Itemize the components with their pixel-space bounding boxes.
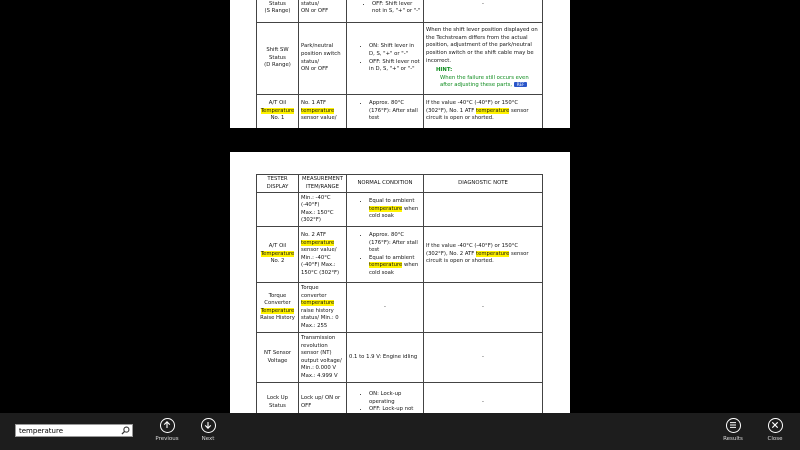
close-label: Close: [767, 436, 783, 442]
normal-condition-cell: 0.1 to 1.9 V: Engine idling: [347, 333, 424, 383]
search-highlight: temperature: [369, 262, 403, 269]
diagnostic-note-cell: -: [424, 333, 543, 383]
normal-condition-cell: • Approx. 80°C (176°F): After stall test: [347, 95, 424, 129]
measurement-item-cell: Torque converter temperature raise history status/ Min.: 0 Max.: 255: [299, 283, 347, 333]
tester-display-cell: A/T Oil Temperature No. 2: [257, 227, 299, 283]
close-icon: [768, 418, 783, 433]
tester-display-cell: [257, 193, 299, 227]
search-highlight: temperature: [301, 300, 335, 307]
table-row: [257, 383, 543, 414]
list-icon: [726, 418, 741, 433]
normal-condition-cell: • ON: Lock-up operating • OFF: Lock-up not: [347, 383, 424, 414]
arrow-down-icon: [201, 418, 216, 433]
tester-display-cell: Status (S Range): [257, 0, 299, 23]
next-button[interactable]: [188, 418, 228, 450]
tester-display-cell: NT Sensor Voltage: [257, 333, 299, 383]
pdf-page-2: [230, 152, 570, 414]
table-row: [257, 95, 543, 129]
reference-link[interactable]: REF: [514, 82, 528, 87]
table-row: [257, 0, 543, 23]
measurement-item-cell: Transmission revolution sensor (NT) output voltage/ Min.: 0.000 V Max.: 4.999 V: [299, 333, 347, 383]
table-row: [257, 23, 543, 95]
arrow-up-icon: [160, 418, 175, 433]
hint-label: HINT:: [436, 67, 453, 74]
diagnostic-note-cell: If the value -40°C (-40°F) or 150°C (302°F), No. 2 ATF temperature sensor circuit is open or shorted.: [424, 227, 543, 283]
pdf-page-1: [230, 0, 570, 128]
search-highlight: temperature: [369, 205, 403, 212]
diagnostic-note-cell: [424, 193, 543, 227]
search-highlight: Temperature: [260, 107, 295, 114]
tester-display-cell: Shift SW Status (D Range): [257, 23, 299, 95]
diagnostic-note-cell: -: [424, 383, 543, 414]
measurement-item-cell: status/ ON or OFF: [299, 0, 347, 23]
normal-condition-cell: • ON: Shift lever in D, S, "+" or "-" • OFF: Shift lever not in D, S, "+" or "-": [347, 23, 424, 95]
tester-display-cell: Torque Converter Temperature Raise History: [257, 283, 299, 333]
column-header: DIAGNOSTIC NOTE: [424, 175, 543, 193]
previous-label: Previous: [155, 436, 179, 442]
tester-display-cell: Lock Up Status: [257, 383, 299, 414]
table-row: [257, 333, 543, 383]
previous-button[interactable]: [147, 418, 187, 450]
search-highlight: temperature: [301, 239, 335, 246]
table-row: [257, 193, 543, 227]
normal-condition-cell: • OFF: Shift lever not in S, "+" or "-": [347, 0, 424, 23]
table-row: [257, 227, 543, 283]
table-header-row: [257, 175, 543, 193]
diagnostic-table-page2: [256, 174, 543, 414]
measurement-item-cell: Park/neutral position switch status/ ON or OFF: [299, 23, 347, 95]
measurement-item-cell: No. 1 ATF temperature sensor value/: [299, 95, 347, 129]
column-header: TESTER DISPLAY: [257, 175, 299, 193]
tester-display-cell: A/T Oil Temperature No. 1: [257, 95, 299, 129]
search-box: [15, 424, 133, 437]
column-header: MEASUREMENT ITEM/RANGE: [299, 175, 347, 193]
measurement-item-cell: No. 2 ATF temperature sensor value/ Min.: -40°C (-40°F) Max.: 150°C (302°F): [299, 227, 347, 283]
normal-condition-cell: • Equal to ambient temperature when cold soak: [347, 193, 424, 227]
hint-text: When the failure still occurs even after adjusting these parts, REF: [440, 74, 529, 89]
measurement-item-cell: Lock up/ ON or OFF: [299, 383, 347, 414]
search-highlight: temperature: [476, 250, 510, 257]
diagnostic-note-cell: -: [424, 0, 543, 23]
next-label: Next: [201, 436, 215, 442]
results-label: Results: [723, 436, 743, 442]
search-highlight: temperature: [301, 107, 335, 114]
measurement-item-cell: Min.: -40°C (-40°F) Max.: 150°C (302°F): [299, 193, 347, 227]
diagnostic-note-cell: -: [424, 283, 543, 333]
column-header: NORMAL CONDITION: [347, 175, 424, 193]
table-row: [257, 283, 543, 333]
search-highlight: temperature: [476, 107, 510, 114]
results-button[interactable]: [713, 418, 753, 450]
diagnostic-table-page1: [256, 0, 543, 128]
normal-condition-cell: • Approx. 80°C (176°F): After stall test • Equal to ambient temperature when cold soak: [347, 227, 424, 283]
search-input[interactable]: [19, 425, 119, 436]
close-button[interactable]: [755, 418, 795, 450]
normal-condition-cell: -: [347, 283, 424, 333]
diagnostic-note-cell: When the shift lever position displayed on the Techstream differs from the actual position, adjustment of the park/neutral position switch or the shift cable may be incorrect. HINT: When the failure still occurs even after adjusting these parts, REF: [424, 23, 543, 95]
search-highlight: Temperature: [260, 307, 295, 314]
app-bar: [0, 413, 800, 450]
search-highlight: Temperature: [260, 250, 295, 257]
search-icon[interactable]: [121, 426, 130, 435]
diagnostic-note-cell: If the value -40°C (-40°F) or 150°C (302°F), No. 1 ATF temperature sensor circuit is open or shorted.: [424, 95, 543, 129]
